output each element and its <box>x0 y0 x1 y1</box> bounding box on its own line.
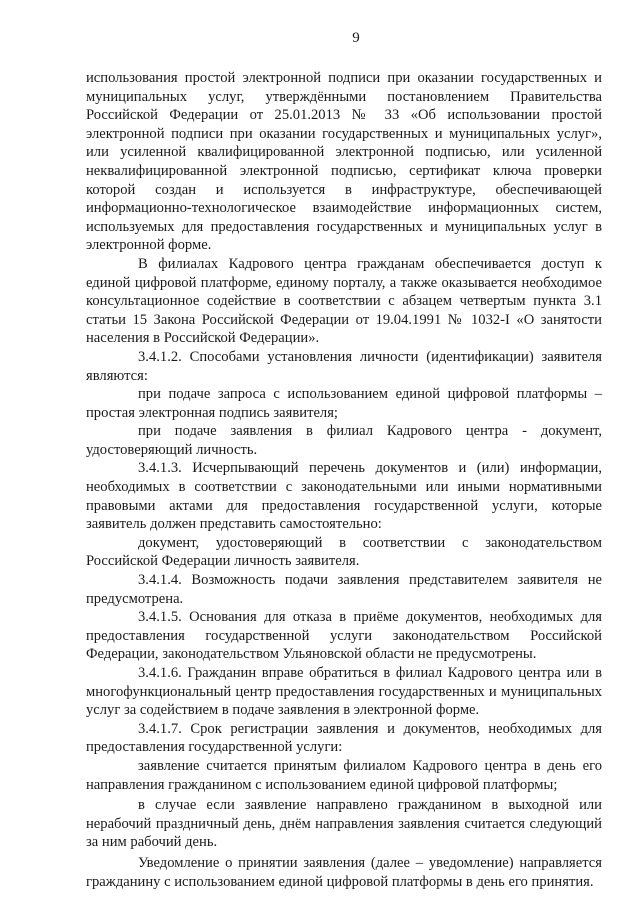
paragraph: 3.4.1.3. Исчерпывающий перечень документов и (или) информации, необходимых в соответствии с законодательными или иными нормативными правовыми актами для предоставления государственной услуги, которые заявитель должен представить самостоятельно: <box>86 460 602 533</box>
paragraph: при подаче заявления в филиал Кадрового центра - документ, удостоверяющий личность. <box>86 423 602 458</box>
paragraph: 3.4.1.4. Возможность подачи заявления представителем заявителя не предусмотрена. <box>86 572 602 607</box>
paragraph: 3.4.1.5. Основания для отказа в приёме документов, необходимых для предоставления государственной услуги законодательством Российской Федерации, законодательством Ульяновской области не предусмотрены. <box>86 609 602 663</box>
paragraph: 3.4.1.2. Способами установления личности (идентификации) заявителя являются: <box>86 348 602 384</box>
paragraph: использования простой электронной подписи при оказании государственных и муниципальных услуг, утверждёнными постановлением Правительства Российской Федерации от 25.01.2013 № 33 «Об использовании простой электронной подписи при оказании государственных и муниципальных услуг», или усиленной квалифицированной электронной подписью, или усиленной неквалифицированной электронной подписью, сертификат ключа проверки которой создан и используется в инфраструктуре, обеспечивающей информационно-технологическое взаимодействие информационных систем, используемых для предоставления государственных и муниципальных услуг в электронной форме. <box>86 70 602 254</box>
paragraph: В филиалах Кадрового центра гражданам обеспечивается доступ к единой цифровой платформе, единому порталу, а также оказывается необходимое консультационное содействие в соответствии с абзацем четвертым пункта 3.1 статьи 15 Закона Российской Федерации от 19.04.1991 № 1032-I «О занятости населения в Российской Федерации». <box>86 255 602 347</box>
paragraph: в случае если заявление направлено гражданином в выходной или нерабочий праздничный день, днём направления заявления считается следующий за ним рабочий день. <box>86 797 602 851</box>
paragraph: при подаче запроса с использованием единой цифровой платформы – простая электронная подпись заявителя; <box>86 386 602 421</box>
paragraph: заявление считается принятым филиалом Кадрового центра в день его направления гражданином с использованием единой цифровой платформы; <box>86 757 602 793</box>
paragraph: 3.4.1.7. Срок регистрации заявления и документов, необходимых для предоставления государственной услуги: <box>86 720 602 756</box>
paragraph: Уведомление о принятии заявления (далее – уведомление) направляется гражданину с использованием единой цифровой платформы в день его принятия. <box>86 854 602 890</box>
page-number: 9 <box>352 30 360 46</box>
paragraph: 3.4.1.6. Гражданин вправе обратиться в филиал Кадрового центра или в многофункциональный центр предоставления государственных и муниципальных услуг за содействием в подаче заявления в электронной форме. <box>86 665 602 719</box>
document-body <box>86 69 602 891</box>
paragraph: документ, удостоверяющий в соответствии с законодательством Российской Федерации личность заявителя. <box>86 534 602 570</box>
